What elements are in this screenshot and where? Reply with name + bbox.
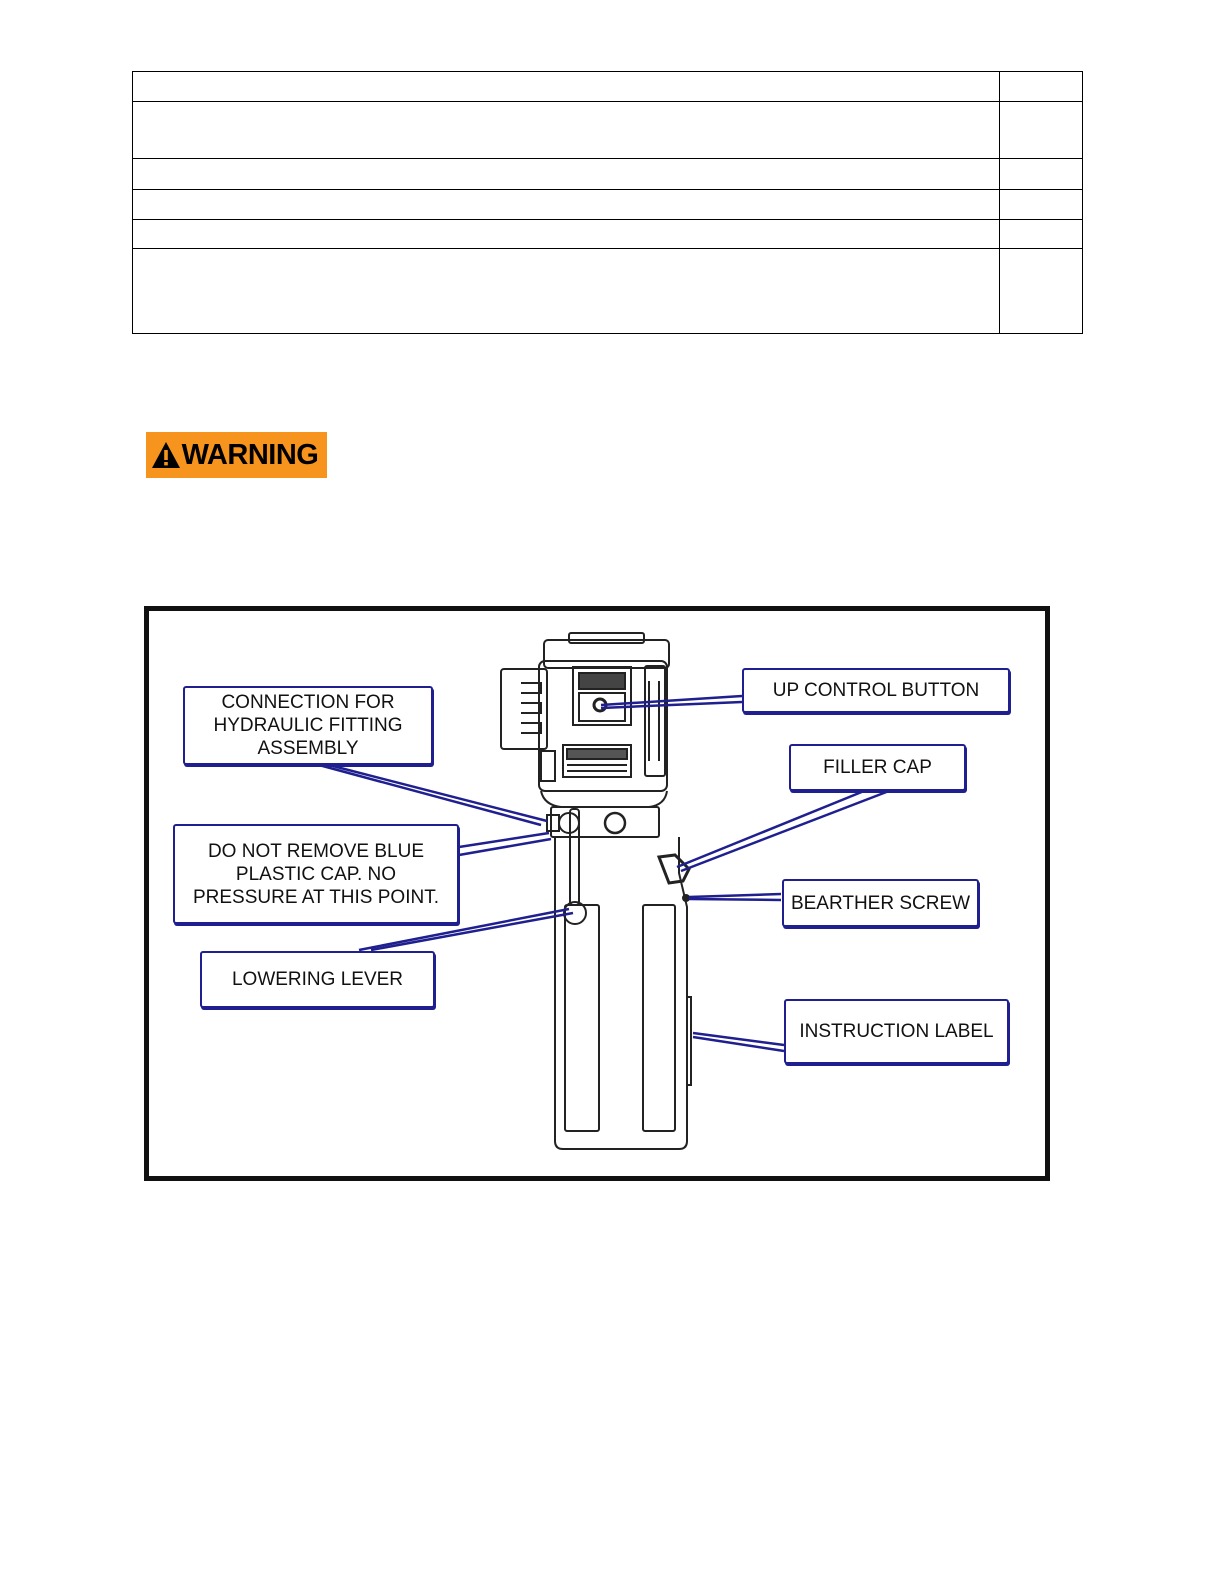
lowering-lever-shape bbox=[570, 809, 579, 905]
spec-table bbox=[132, 71, 1083, 334]
table-cell bbox=[1000, 159, 1083, 190]
table-cell bbox=[1000, 190, 1083, 220]
motor-top-cap bbox=[544, 640, 669, 668]
table-row bbox=[133, 220, 1083, 249]
table-cell bbox=[133, 249, 1000, 334]
table-cell bbox=[133, 72, 1000, 102]
manifold-base bbox=[541, 791, 667, 807]
warning-badge bbox=[146, 432, 327, 478]
callout-do-not-remove: DO NOT REMOVE BLUE PLASTIC CAP. NO PRESSURE AT THIS POINT. bbox=[173, 824, 459, 924]
table-row bbox=[133, 72, 1083, 102]
pump-diagram bbox=[144, 606, 1050, 1181]
callout-connection: CONNECTION FOR HYDRAULIC FITTING ASSEMBLY bbox=[183, 686, 433, 765]
callout-up-control-button: UP CONTROL BUTTON bbox=[742, 668, 1010, 713]
callout-lowering-lever: LOWERING LEVER bbox=[200, 951, 435, 1008]
table-cell bbox=[133, 220, 1000, 249]
reservoir-tank bbox=[555, 837, 687, 1149]
warning-triangle-icon bbox=[151, 441, 181, 469]
callout-breather-screw: BEARTHER SCREW bbox=[782, 879, 979, 927]
callout-instruction-label: INSTRUCTION LABEL bbox=[784, 999, 1009, 1064]
table-row bbox=[133, 102, 1083, 159]
callout-filler-cap: FILLER CAP bbox=[789, 744, 966, 791]
table-cell bbox=[133, 190, 1000, 220]
table-row bbox=[133, 249, 1083, 334]
table-cell bbox=[133, 159, 1000, 190]
table-cell bbox=[1000, 72, 1083, 102]
table-row bbox=[133, 190, 1083, 220]
table-cell bbox=[1000, 102, 1083, 159]
table-cell bbox=[1000, 249, 1083, 334]
table-cell bbox=[1000, 220, 1083, 249]
table-row bbox=[133, 159, 1083, 190]
breather-screw-shape bbox=[683, 895, 689, 901]
table-cell bbox=[133, 102, 1000, 159]
warning-label: WARNING bbox=[181, 438, 319, 471]
